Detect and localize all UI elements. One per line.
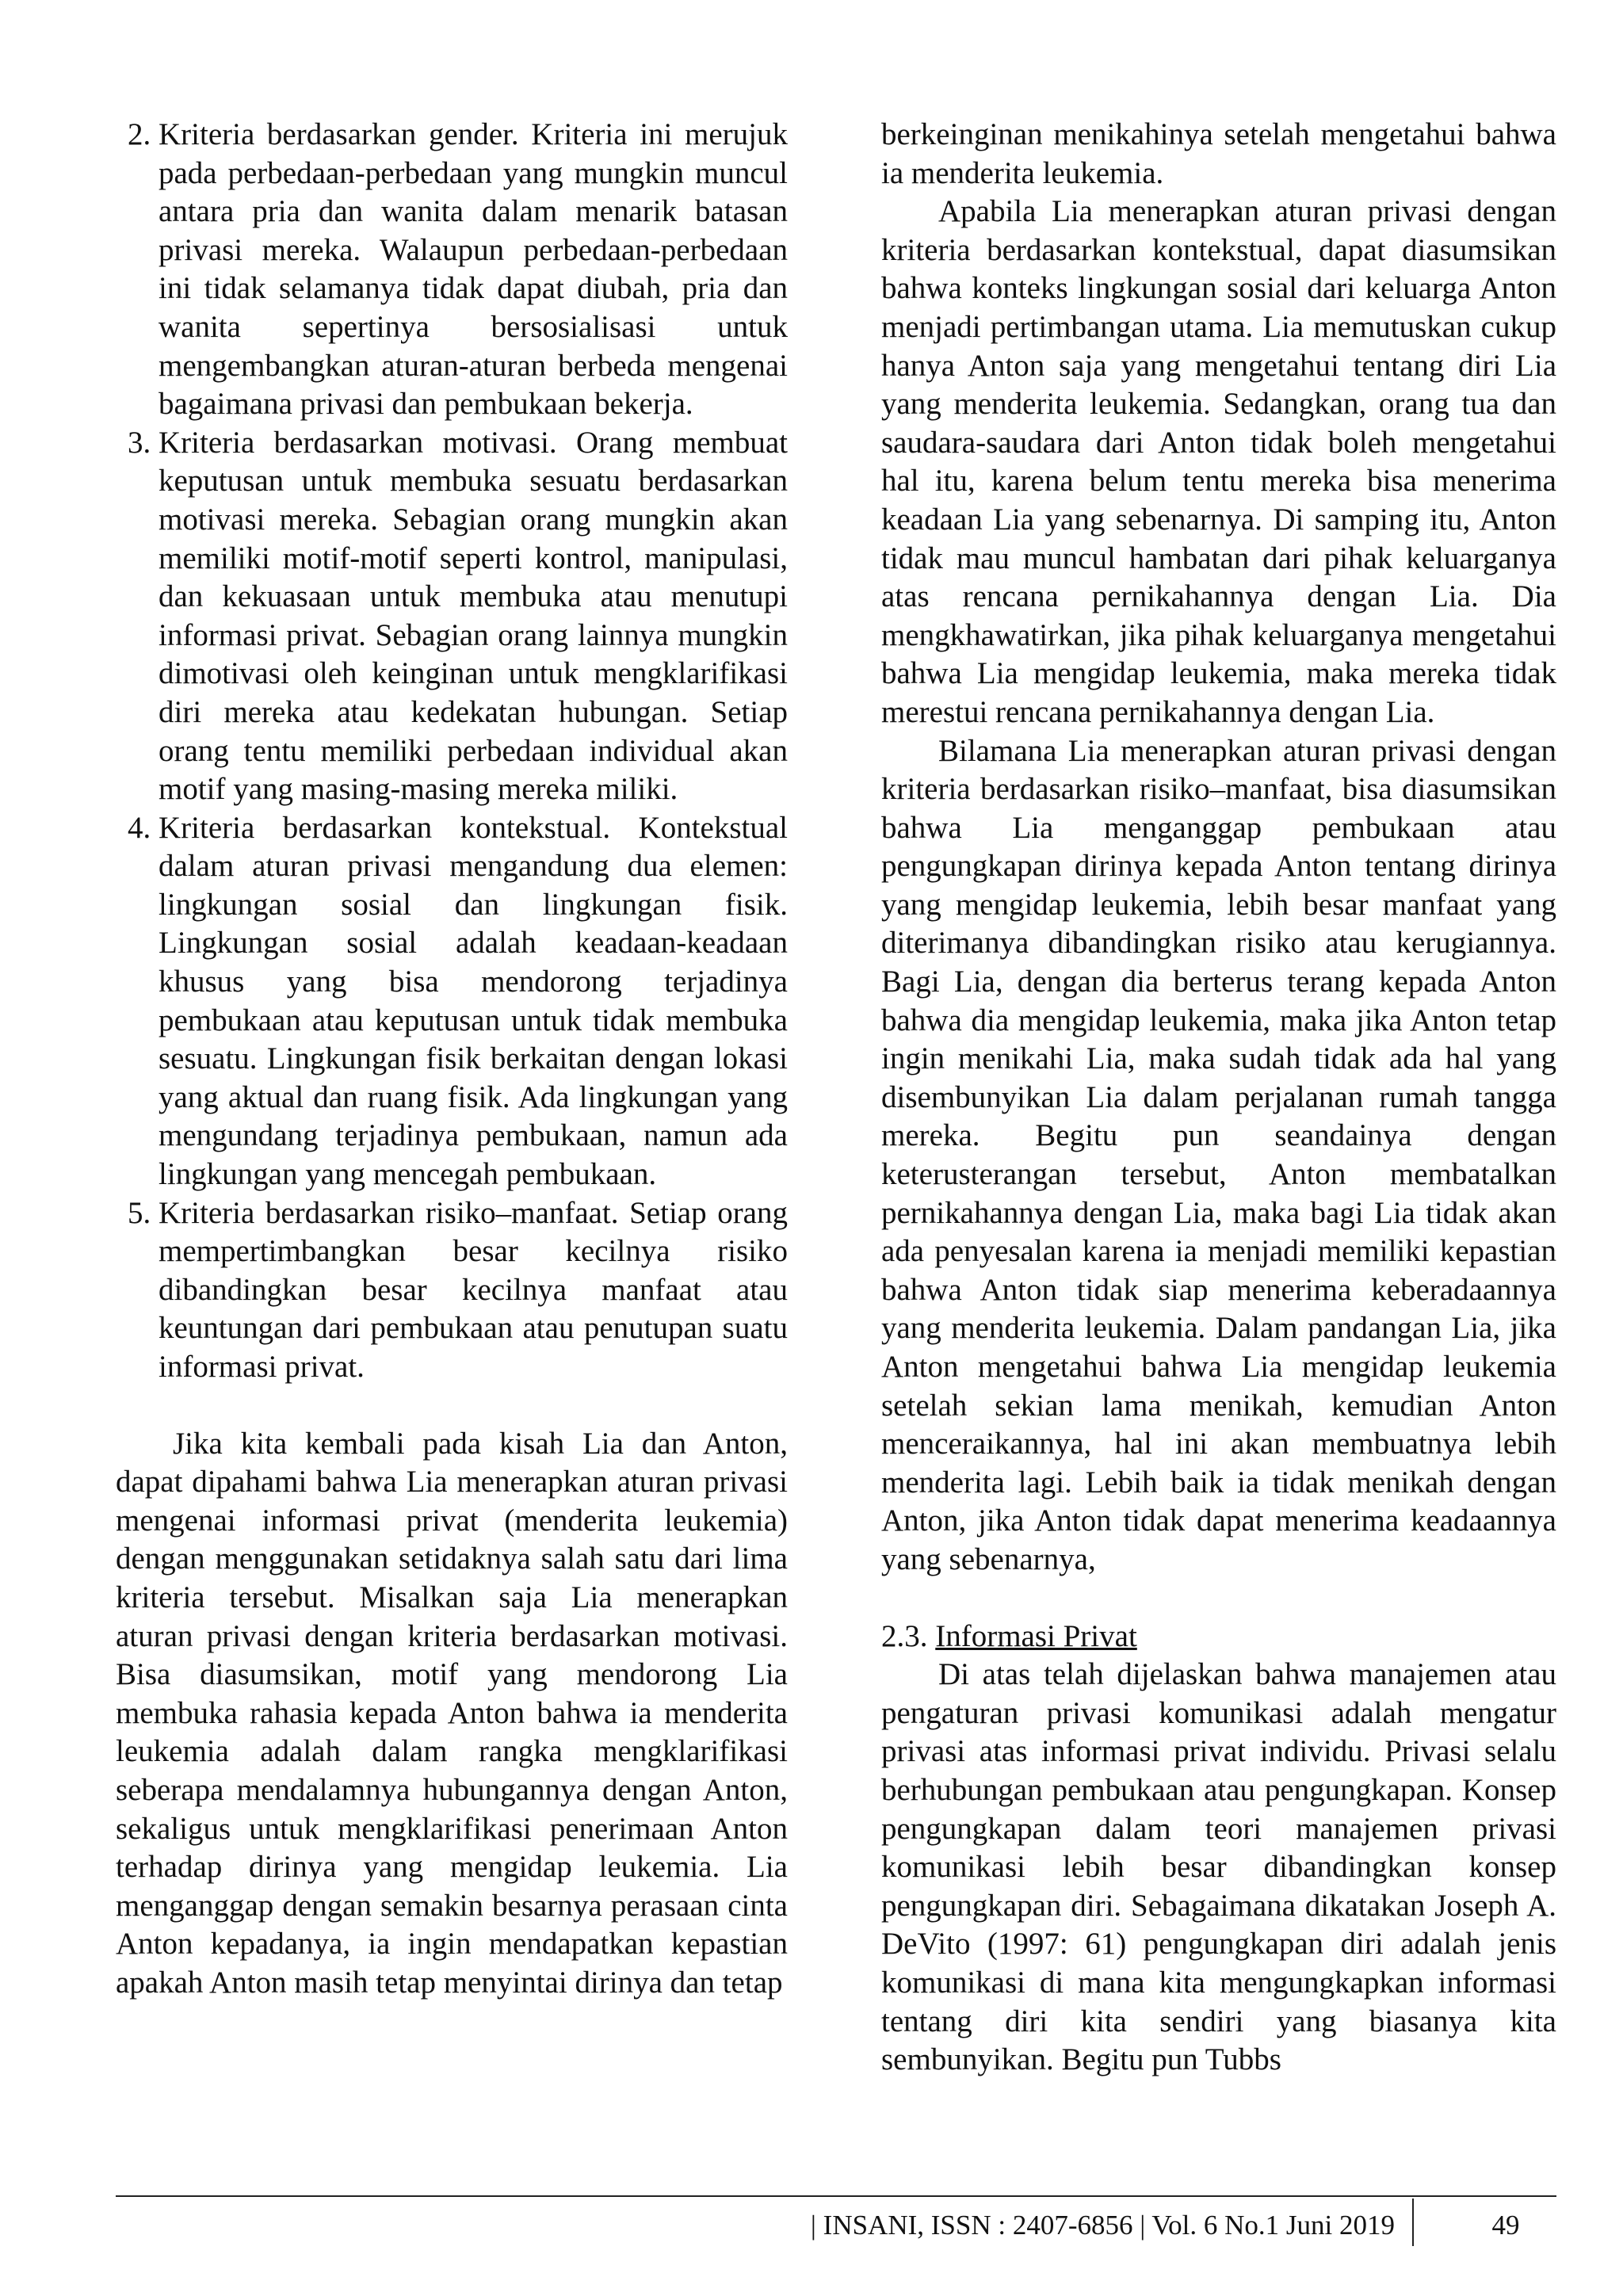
- criteria-list: [116, 116, 788, 1387]
- page-number: 49: [1491, 2210, 1520, 2241]
- left-column: [116, 116, 788, 2003]
- spacer: [116, 1387, 788, 1425]
- footer-rule: [116, 2195, 1556, 2197]
- section-heading: [881, 1618, 1556, 1656]
- body-paragraph: Jika kita kembali pada kisah Lia dan Anton, dapat dipahami bahwa Lia menerapkan aturan privasi mengenai informasi privat (menderita leukemia) dengan menggunakan setidaknya salah satu dari lima kriteria tersebut. Misalkan saja Lia menerapkan aturan privasi dengan kriteria berdasarkan motivasi. Bisa diasumsikan, motif yang mendorong Lia membuka rahasia kepada Anton bahwa ia menderita leukemia adalah dalam rangka mengklarifikasi seberapa mendalamnya hubungannya dengan Anton, sekaligus untuk mengklarifikasi penerimaan Anton terhadap dirinya yang mengidap leukemia. Lia menganggap dengan semakin besarnya perasaan cinta Anton kepadanya, ia ingin mendapatkan kepastian apakah Anton masih tetap menyintai dirinya dan tetap: [116, 1426, 788, 2000]
- journal-citation: | INSANI, ISSN : 2407-6856 | Vol. 6 No.1 Juni 2019: [810, 2210, 1395, 2241]
- spacer: [881, 1580, 1556, 1618]
- section-title: Informasi Privat: [935, 1618, 1137, 1653]
- section-number: 2.3.: [881, 1618, 928, 1653]
- right-column: [881, 116, 1556, 2080]
- list-item: 4. Kriteria berdasarkan kontekstual. Kontekstual dalam aturan privasi mengandung dua elemen: lingkungan sosial dan lingkungan fisik. Lingkungan sosial adalah keadaan-keadaan khusus yang bisa mendorong terjadinya pembukaan atau keputusan untuk tidak membuka sesuatu. Lingkungan fisik berkaitan dengan lokasi yang aktual dan ruang fisik. Ada lingkungan yang mengundang terjadinya pembukaan, namun ada lingkungan yang mencegah pembukaan.: [158, 809, 788, 1194]
- body-paragraph: Bilamana Lia menerapkan aturan privasi dengan kriteria berdasarkan risiko–manfaat, bisa diasumsikan bahwa Lia menganggap pembukaan atau pengungkapan dirinya kepada Anton tentang dirinya yang mengidap leukemia, lebih besar manfaat yang diterimanya dibandingkan risiko atau kerugiannya. Bagi Lia, dengan dia berterus terang kepada Anton bahwa dia mengidap leukemia, maka jika Anton tetap ingin menikahi Lia, maka sudah tidak ada hal yang disembunyikan Lia dalam perjalanan rumah tangga mereka. Begitu pun seandainya dengan keterusterangan tersebut, Anton membatalkan pernikahannya dengan Lia, maka bagi Lia tidak akan ada penyesalan karena ia menjadi memiliki kepastian bahwa Anton tidak siap menerima keberadaannya yang menderita leukemia. Dalam pandangan Lia, jika Anton mengetahui bahwa Lia mengidap leukemia setelah sekian lama menikah, kemudian Anton menceraikannya, hal ini akan membuatnya lebih menderita lagi. Lebih baik ia tidak menikah dengan Anton, jika Anton tidak dapat menerima keadaannya yang sebenarnya,: [881, 733, 1556, 1576]
- list-item: 2. Kriteria berdasarkan gender. Kriteria ini merujuk pada perbedaan-perbedaan yang mungkin muncul antara pria dan wanita dalam menarik batasan privasi mereka. Walaupun perbedaan-perbedaan ini tidak selamanya tidak dapat diubah, pria dan wanita sepertinya bersosialisasi untuk mengembangkan aturan-aturan berbeda mengenai bagaimana privasi dan pembukaan bekerja.: [158, 116, 788, 424]
- body-paragraph: Apabila Lia menerapkan aturan privasi dengan kriteria berdasarkan kontekstual, dapat diasumsikan bahwa konteks lingkungan sosial dari keluarga Anton menjadi pertimbangan utama. Lia memutuskan cukup hanya Anton saja yang mengetahui tentang diri Lia yang menderita leukemia. Sedangkan, orang tua dan saudara-saudara dari Anton tidak boleh mengetahui hal itu, karena belum tentu mereka bisa menerima keadaan Lia yang sebenarnya. Di samping itu, Anton tidak mau muncul hambatan dari pihak keluarganya atas rencana pernikahannya dengan Lia. Dia mengkhawatirkan, jika pihak keluarganya mengetahui bahwa Lia mengidap leukemia, maka mereka tidak merestui rencana pernikahannya dengan Lia.: [881, 194, 1556, 729]
- body-paragraph: Di atas telah dijelaskan bahwa manajemen atau pengaturan privasi komunikasi adalah mengatur privasi atas informasi privat individu. Privasi selalu berhubungan pembukaan atau pengungkapan. Konsep pengungkapan dalam teori manajemen privasi komunikasi lebih besar dibandingkan konsep pengungkapan diri. Sebagaimana dikatakan Joseph A. DeVito (1997: 61) pengungkapan diri adalah jenis komunikasi di mana kita mengungkapkan informasi tentang diri kita sendiri yang biasanya kita sembunyikan. Begitu pun Tubbs: [881, 1657, 1556, 2077]
- list-item: 3. Kriteria berdasarkan motivasi. Orang membuat keputusan untuk membuka sesuatu berdasarkan motivasi mereka. Sebagian orang mungkin akan memiliki motif-motif seperti kontrol, manipulasi, dan kekuasaan untuk membuka atau menutupi informasi privat. Sebagian orang lainnya mungkin dimotivasi oleh keinginan untuk mengklarifikasi diri mereka atau kedekatan hubungan. Setiap orang tentu memiliki perbedaan individual akan motif yang masing-masing mereka miliki.: [158, 424, 788, 809]
- footer-separator: [1412, 2199, 1414, 2246]
- list-item: 5. Kriteria berdasarkan risiko–manfaat. Setiap orang mempertimbangkan besar kecilnya risiko dibandingkan besar kecilnya manfaat atau keuntungan dari pembukaan atau penutupan suatu informasi privat.: [158, 1194, 788, 1387]
- continued-paragraph: berkeinginan menikahinya setelah mengetahui bahwa ia menderita leukemia.: [881, 117, 1556, 190]
